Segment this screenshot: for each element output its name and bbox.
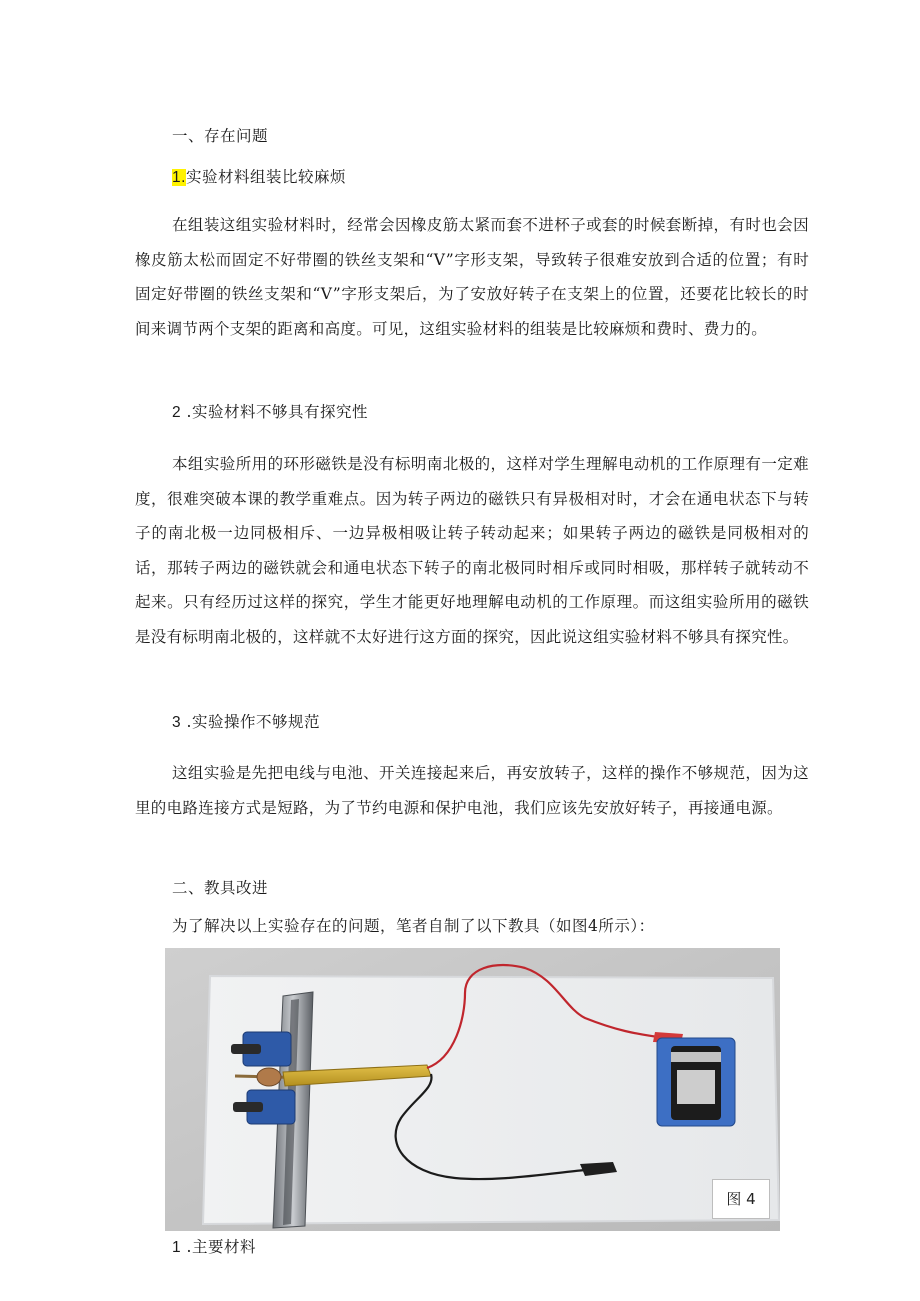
paragraph-operation: 这组实验是先把电线与电池、开关连接起来后，再安放转子，这样的操作不够规范，因为这里的电路连接方式是短路，为了节约电源和保护电池，我们应该先安放好转子，再接通电源。 <box>135 764 809 817</box>
subheading-1-number: 1. <box>172 169 186 186</box>
subheading-3 <box>172 710 320 732</box>
battery-label-stripe <box>671 1052 721 1062</box>
upper-magnet <box>231 1044 261 1054</box>
lower-magnet <box>233 1102 263 1112</box>
rotor-coil <box>257 1068 281 1086</box>
subheading-2-label: .实验材料不够具有探究性 <box>181 403 368 421</box>
subheading-1 <box>172 165 346 187</box>
figure-4-photo <box>165 948 780 1231</box>
subheading-2-number: 2 <box>172 404 182 421</box>
subheading-materials <box>172 1235 256 1257</box>
subheading-2 <box>172 400 368 422</box>
subheading-1-label: 实验材料组装比较麻烦 <box>185 168 346 186</box>
subheading-3-number: 3 <box>172 714 182 731</box>
figure-caption <box>712 1179 770 1219</box>
subheading-materials-number: 1 <box>172 1239 182 1256</box>
paragraph-assembly: 在组装这组实验材料时，经常会因橡皮筋太紧而套不进杯子或套的时候套断掉，有时也会因橡皮筋太松而固定不好带圈的铁丝支架和“V”字形支架，导致转子很难安放到合适的位置；有时固定好带圈的铁丝支架和“V”字形支架后，为了安放好转子在支架上的位置，还要花比较长的时间来调节两个支架的距离和高度。可见，这组实验材料的组装是比较麻烦和费时、费力的。 <box>135 216 809 338</box>
intro-sentence: 为了解决以上实验存在的问题，笔者自制了以下教具（如图4所示）： <box>172 917 655 935</box>
subheading-3-label: .实验操作不够规范 <box>181 713 320 731</box>
paragraph-inquiry: 本组实验所用的环形磁铁是没有标明南北极的，这样对学生理解电动机的工作原理有一定难度，很难突破本课的教学重难点。因为转子两边的磁铁只有异极相对时，才会在通电状态下与转子的南北极一边同极相斥、一边异极相吸让转子转动起来；如果转子两边的磁铁是同极相对的话，那转子两边的磁铁就会和通电状态下转子的南北极同时相斥或同时相吸，那样转子就转动不起来。只有经历过这样的探究，学生才能更好地理解电动机的工作原理。而这组实验所用的磁铁是没有标明南北极的，这样就不太好进行这方面的探究，因此说这组实验材料不够具有探究性。 <box>135 455 809 646</box>
section-heading-problems: 一、存在问题 <box>172 127 269 145</box>
subheading-materials-label: .主要材料 <box>181 1238 256 1256</box>
figure-caption-text: 图 4 <box>726 1190 756 1208</box>
section-heading-improvement: 二、教具改进 <box>172 879 269 897</box>
teaching-aid-photo <box>165 948 780 1231</box>
battery-label <box>677 1070 715 1104</box>
